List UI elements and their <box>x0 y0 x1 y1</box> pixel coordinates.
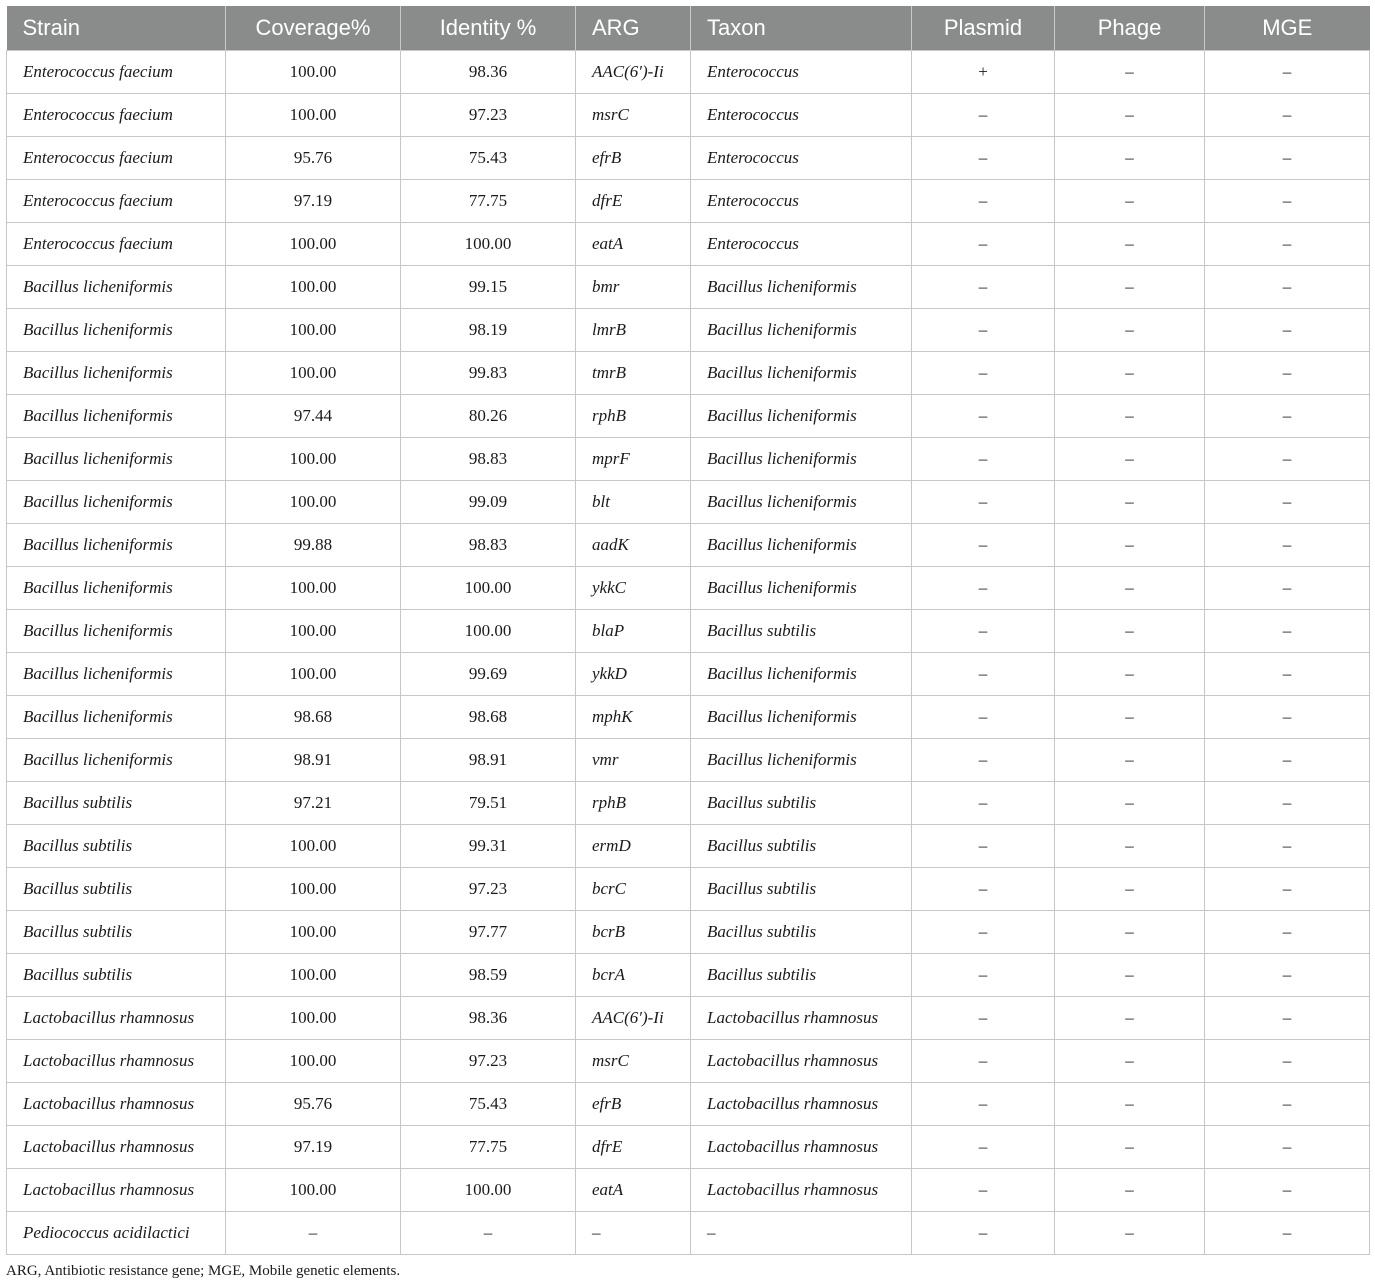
cell-arg: lmrB <box>576 309 691 352</box>
table-row <box>7 352 1370 395</box>
cell-taxon: Bacillus licheniformis <box>691 567 912 610</box>
table-body <box>7 51 1370 1255</box>
cell-taxon: Bacillus licheniformis <box>691 438 912 481</box>
cell-strain: Pediococcus acidilactici <box>7 1212 226 1255</box>
cell-plasmid: – <box>912 1040 1055 1083</box>
cell-taxon: Lactobacillus rhamnosus <box>691 1083 912 1126</box>
cell-mge: – <box>1205 868 1370 911</box>
cell-arg: AAC(6′)-Ii <box>576 997 691 1040</box>
cell-taxon: Lactobacillus rhamnosus <box>691 1169 912 1212</box>
cell-identity: 99.09 <box>401 481 576 524</box>
cell-plasmid: – <box>912 438 1055 481</box>
cell-arg: rphB <box>576 782 691 825</box>
cell-mge: – <box>1205 997 1370 1040</box>
cell-strain: Lactobacillus rhamnosus <box>7 1126 226 1169</box>
cell-strain: Bacillus licheniformis <box>7 610 226 653</box>
header-taxon: Taxon <box>691 6 912 51</box>
cell-mge: – <box>1205 137 1370 180</box>
table-row <box>7 954 1370 997</box>
cell-plasmid: – <box>912 954 1055 997</box>
results-table-container <box>6 6 1369 1255</box>
cell-arg: eatA <box>576 1169 691 1212</box>
table-row <box>7 1169 1370 1212</box>
cell-coverage: 95.76 <box>226 1083 401 1126</box>
cell-taxon: Bacillus licheniformis <box>691 696 912 739</box>
cell-taxon: Bacillus licheniformis <box>691 266 912 309</box>
cell-plasmid: – <box>912 524 1055 567</box>
cell-plasmid: – <box>912 782 1055 825</box>
cell-plasmid: – <box>912 481 1055 524</box>
table-row <box>7 223 1370 266</box>
cell-phage: – <box>1055 610 1205 653</box>
cell-strain: Bacillus licheniformis <box>7 739 226 782</box>
cell-arg: tmrB <box>576 352 691 395</box>
cell-mge: – <box>1205 1212 1370 1255</box>
cell-phage: – <box>1055 653 1205 696</box>
cell-identity: 100.00 <box>401 567 576 610</box>
cell-phage: – <box>1055 1169 1205 1212</box>
cell-identity: 100.00 <box>401 610 576 653</box>
cell-strain: Bacillus licheniformis <box>7 266 226 309</box>
cell-strain: Bacillus licheniformis <box>7 438 226 481</box>
cell-taxon: Bacillus subtilis <box>691 610 912 653</box>
cell-strain: Enterococcus faecium <box>7 51 226 94</box>
cell-taxon: Enterococcus <box>691 51 912 94</box>
cell-identity: 98.59 <box>401 954 576 997</box>
cell-phage: – <box>1055 696 1205 739</box>
cell-identity: 97.23 <box>401 868 576 911</box>
cell-coverage: 100.00 <box>226 954 401 997</box>
cell-strain: Lactobacillus rhamnosus <box>7 1169 226 1212</box>
cell-taxon: Lactobacillus rhamnosus <box>691 1040 912 1083</box>
cell-strain: Bacillus licheniformis <box>7 696 226 739</box>
cell-mge: – <box>1205 954 1370 997</box>
cell-plasmid: – <box>912 1169 1055 1212</box>
table-row <box>7 137 1370 180</box>
cell-strain: Bacillus subtilis <box>7 911 226 954</box>
cell-identity: 77.75 <box>401 180 576 223</box>
header-strain: Strain <box>7 6 226 51</box>
cell-arg: rphB <box>576 395 691 438</box>
cell-coverage: 100.00 <box>226 266 401 309</box>
cell-coverage: 97.21 <box>226 782 401 825</box>
cell-identity: 98.36 <box>401 51 576 94</box>
cell-phage: – <box>1055 137 1205 180</box>
cell-arg: bcrB <box>576 911 691 954</box>
cell-identity: – <box>401 1212 576 1255</box>
cell-identity: 100.00 <box>401 223 576 266</box>
cell-plasmid: + <box>912 51 1055 94</box>
table-row <box>7 1083 1370 1126</box>
cell-coverage: 100.00 <box>226 438 401 481</box>
cell-identity: 75.43 <box>401 1083 576 1126</box>
cell-mge: – <box>1205 825 1370 868</box>
cell-arg: – <box>576 1212 691 1255</box>
cell-phage: – <box>1055 395 1205 438</box>
cell-phage: – <box>1055 954 1205 997</box>
header-identity: Identity % <box>401 6 576 51</box>
cell-mge: – <box>1205 352 1370 395</box>
cell-plasmid: – <box>912 309 1055 352</box>
cell-arg: dfrE <box>576 1126 691 1169</box>
cell-coverage: 100.00 <box>226 825 401 868</box>
header-coverage: Coverage% <box>226 6 401 51</box>
cell-mge: – <box>1205 395 1370 438</box>
cell-plasmid: – <box>912 696 1055 739</box>
cell-phage: – <box>1055 911 1205 954</box>
cell-phage: – <box>1055 868 1205 911</box>
table-row <box>7 782 1370 825</box>
cell-phage: – <box>1055 309 1205 352</box>
cell-plasmid: – <box>912 137 1055 180</box>
cell-identity: 99.15 <box>401 266 576 309</box>
cell-coverage: 97.44 <box>226 395 401 438</box>
cell-taxon: Bacillus subtilis <box>691 782 912 825</box>
cell-strain: Bacillus subtilis <box>7 954 226 997</box>
cell-coverage: 100.00 <box>226 997 401 1040</box>
cell-arg: efrB <box>576 137 691 180</box>
table-row <box>7 911 1370 954</box>
cell-arg: efrB <box>576 1083 691 1126</box>
cell-identity: 97.77 <box>401 911 576 954</box>
table-row <box>7 438 1370 481</box>
cell-plasmid: – <box>912 653 1055 696</box>
cell-mge: – <box>1205 223 1370 266</box>
cell-phage: – <box>1055 997 1205 1040</box>
cell-strain: Bacillus licheniformis <box>7 524 226 567</box>
cell-arg: AAC(6′)-Ii <box>576 51 691 94</box>
table-row <box>7 1126 1370 1169</box>
cell-mge: – <box>1205 94 1370 137</box>
cell-strain: Bacillus subtilis <box>7 825 226 868</box>
cell-arg: bcrA <box>576 954 691 997</box>
cell-coverage: 100.00 <box>226 911 401 954</box>
cell-mge: – <box>1205 1126 1370 1169</box>
table-row <box>7 481 1370 524</box>
cell-taxon: Bacillus licheniformis <box>691 395 912 438</box>
cell-plasmid: – <box>912 911 1055 954</box>
cell-plasmid: – <box>912 567 1055 610</box>
cell-arg: msrC <box>576 94 691 137</box>
table-row <box>7 51 1370 94</box>
cell-arg: ermD <box>576 825 691 868</box>
cell-taxon: Enterococcus <box>691 223 912 266</box>
cell-mge: – <box>1205 51 1370 94</box>
table-row <box>7 266 1370 309</box>
table-row <box>7 309 1370 352</box>
cell-strain: Enterococcus faecium <box>7 180 226 223</box>
cell-mge: – <box>1205 696 1370 739</box>
cell-coverage: 95.76 <box>226 137 401 180</box>
cell-phage: – <box>1055 782 1205 825</box>
cell-taxon: Bacillus licheniformis <box>691 352 912 395</box>
cell-plasmid: – <box>912 94 1055 137</box>
cell-coverage: 100.00 <box>226 223 401 266</box>
cell-plasmid: – <box>912 868 1055 911</box>
cell-strain: Bacillus licheniformis <box>7 481 226 524</box>
cell-mge: – <box>1205 1083 1370 1126</box>
cell-mge: – <box>1205 739 1370 782</box>
cell-strain: Bacillus subtilis <box>7 868 226 911</box>
cell-identity: 79.51 <box>401 782 576 825</box>
cell-coverage: 100.00 <box>226 51 401 94</box>
cell-mge: – <box>1205 782 1370 825</box>
cell-plasmid: – <box>912 352 1055 395</box>
cell-mge: – <box>1205 309 1370 352</box>
cell-mge: – <box>1205 438 1370 481</box>
cell-taxon: Enterococcus <box>691 137 912 180</box>
cell-mge: – <box>1205 567 1370 610</box>
table-row <box>7 825 1370 868</box>
header-arg: ARG <box>576 6 691 51</box>
cell-arg: bmr <box>576 266 691 309</box>
cell-taxon: Bacillus subtilis <box>691 911 912 954</box>
cell-coverage: 100.00 <box>226 653 401 696</box>
cell-identity: 98.68 <box>401 696 576 739</box>
cell-identity: 99.31 <box>401 825 576 868</box>
cell-plasmid: – <box>912 825 1055 868</box>
cell-coverage: 100.00 <box>226 1040 401 1083</box>
cell-identity: 98.91 <box>401 739 576 782</box>
cell-mge: – <box>1205 653 1370 696</box>
table-row <box>7 1040 1370 1083</box>
cell-phage: – <box>1055 51 1205 94</box>
cell-strain: Bacillus licheniformis <box>7 309 226 352</box>
table-row <box>7 997 1370 1040</box>
cell-phage: – <box>1055 1083 1205 1126</box>
cell-arg: mphK <box>576 696 691 739</box>
table-row <box>7 395 1370 438</box>
cell-coverage: 98.68 <box>226 696 401 739</box>
cell-identity: 75.43 <box>401 137 576 180</box>
cell-coverage: 100.00 <box>226 94 401 137</box>
cell-taxon: Bacillus licheniformis <box>691 481 912 524</box>
cell-phage: – <box>1055 524 1205 567</box>
cell-phage: – <box>1055 94 1205 137</box>
cell-plasmid: – <box>912 395 1055 438</box>
cell-strain: Lactobacillus rhamnosus <box>7 1083 226 1126</box>
cell-identity: 98.36 <box>401 997 576 1040</box>
table-row <box>7 1212 1370 1255</box>
cell-coverage: 100.00 <box>226 610 401 653</box>
cell-taxon: Bacillus subtilis <box>691 868 912 911</box>
cell-coverage: 100.00 <box>226 352 401 395</box>
cell-mge: – <box>1205 1040 1370 1083</box>
cell-taxon: Bacillus licheniformis <box>691 739 912 782</box>
cell-plasmid: – <box>912 266 1055 309</box>
cell-identity: 98.83 <box>401 438 576 481</box>
cell-taxon: Bacillus licheniformis <box>691 309 912 352</box>
cell-strain: Lactobacillus rhamnosus <box>7 1040 226 1083</box>
table-footnote: ARG, Antibiotic resistance gene; MGE, Mobile genetic elements. <box>6 1263 401 1279</box>
cell-identity: 99.83 <box>401 352 576 395</box>
cell-coverage: 100.00 <box>226 868 401 911</box>
cell-taxon: Bacillus licheniformis <box>691 524 912 567</box>
cell-mge: – <box>1205 610 1370 653</box>
cell-identity: 100.00 <box>401 1169 576 1212</box>
header-plasmid: Plasmid <box>912 6 1055 51</box>
cell-phage: – <box>1055 266 1205 309</box>
cell-strain: Bacillus licheniformis <box>7 653 226 696</box>
cell-strain: Enterococcus faecium <box>7 137 226 180</box>
cell-phage: – <box>1055 352 1205 395</box>
cell-coverage: 100.00 <box>226 1169 401 1212</box>
cell-coverage: 98.91 <box>226 739 401 782</box>
cell-plasmid: – <box>912 180 1055 223</box>
cell-plasmid: – <box>912 1083 1055 1126</box>
cell-strain: Bacillus licheniformis <box>7 352 226 395</box>
table-row <box>7 739 1370 782</box>
cell-phage: – <box>1055 481 1205 524</box>
cell-identity: 99.69 <box>401 653 576 696</box>
cell-phage: – <box>1055 739 1205 782</box>
cell-phage: – <box>1055 1126 1205 1169</box>
cell-plasmid: – <box>912 739 1055 782</box>
cell-strain: Lactobacillus rhamnosus <box>7 997 226 1040</box>
cell-identity: 97.23 <box>401 1040 576 1083</box>
cell-strain: Enterococcus faecium <box>7 223 226 266</box>
cell-plasmid: – <box>912 1126 1055 1169</box>
cell-mge: – <box>1205 1169 1370 1212</box>
cell-strain: Bacillus licheniformis <box>7 395 226 438</box>
cell-plasmid: – <box>912 223 1055 266</box>
cell-mge: – <box>1205 180 1370 223</box>
cell-identity: 77.75 <box>401 1126 576 1169</box>
cell-mge: – <box>1205 266 1370 309</box>
table-row <box>7 653 1370 696</box>
cell-coverage: 100.00 <box>226 309 401 352</box>
cell-arg: blaP <box>576 610 691 653</box>
cell-coverage: 100.00 <box>226 567 401 610</box>
cell-coverage: – <box>226 1212 401 1255</box>
cell-coverage: 100.00 <box>226 481 401 524</box>
cell-taxon: Bacillus subtilis <box>691 954 912 997</box>
cell-strain: Bacillus subtilis <box>7 782 226 825</box>
cell-identity: 98.83 <box>401 524 576 567</box>
cell-plasmid: – <box>912 1212 1055 1255</box>
cell-taxon: Enterococcus <box>691 180 912 223</box>
cell-plasmid: – <box>912 610 1055 653</box>
cell-mge: – <box>1205 524 1370 567</box>
cell-plasmid: – <box>912 997 1055 1040</box>
cell-identity: 98.19 <box>401 309 576 352</box>
cell-arg: vmr <box>576 739 691 782</box>
cell-arg: bcrC <box>576 868 691 911</box>
cell-taxon: Lactobacillus rhamnosus <box>691 997 912 1040</box>
cell-arg: eatA <box>576 223 691 266</box>
header-mge: MGE <box>1205 6 1370 51</box>
cell-strain: Bacillus licheniformis <box>7 567 226 610</box>
cell-coverage: 99.88 <box>226 524 401 567</box>
cell-phage: – <box>1055 567 1205 610</box>
table-row <box>7 94 1370 137</box>
cell-coverage: 97.19 <box>226 1126 401 1169</box>
cell-identity: 97.23 <box>401 94 576 137</box>
cell-taxon: Enterococcus <box>691 94 912 137</box>
table-row <box>7 868 1370 911</box>
cell-taxon: Lactobacillus rhamnosus <box>691 1126 912 1169</box>
table-row <box>7 696 1370 739</box>
cell-arg: blt <box>576 481 691 524</box>
cell-mge: – <box>1205 481 1370 524</box>
cell-identity: 80.26 <box>401 395 576 438</box>
cell-arg: ykkC <box>576 567 691 610</box>
header-phage: Phage <box>1055 6 1205 51</box>
cell-coverage: 97.19 <box>226 180 401 223</box>
cell-arg: aadK <box>576 524 691 567</box>
table-row <box>7 180 1370 223</box>
cell-arg: msrC <box>576 1040 691 1083</box>
table-row <box>7 524 1370 567</box>
arg-results-table <box>6 6 1370 1255</box>
cell-phage: – <box>1055 1212 1205 1255</box>
cell-strain: Enterococcus faecium <box>7 94 226 137</box>
cell-taxon: – <box>691 1212 912 1255</box>
cell-phage: – <box>1055 825 1205 868</box>
cell-arg: ykkD <box>576 653 691 696</box>
cell-arg: mprF <box>576 438 691 481</box>
table-row <box>7 567 1370 610</box>
table-header <box>7 6 1370 51</box>
table-row <box>7 610 1370 653</box>
cell-mge: – <box>1205 911 1370 954</box>
cell-phage: – <box>1055 438 1205 481</box>
cell-taxon: Bacillus subtilis <box>691 825 912 868</box>
header-row <box>7 6 1370 51</box>
cell-arg: dfrE <box>576 180 691 223</box>
cell-phage: – <box>1055 223 1205 266</box>
cell-phage: – <box>1055 1040 1205 1083</box>
cell-taxon: Bacillus licheniformis <box>691 653 912 696</box>
cell-phage: – <box>1055 180 1205 223</box>
